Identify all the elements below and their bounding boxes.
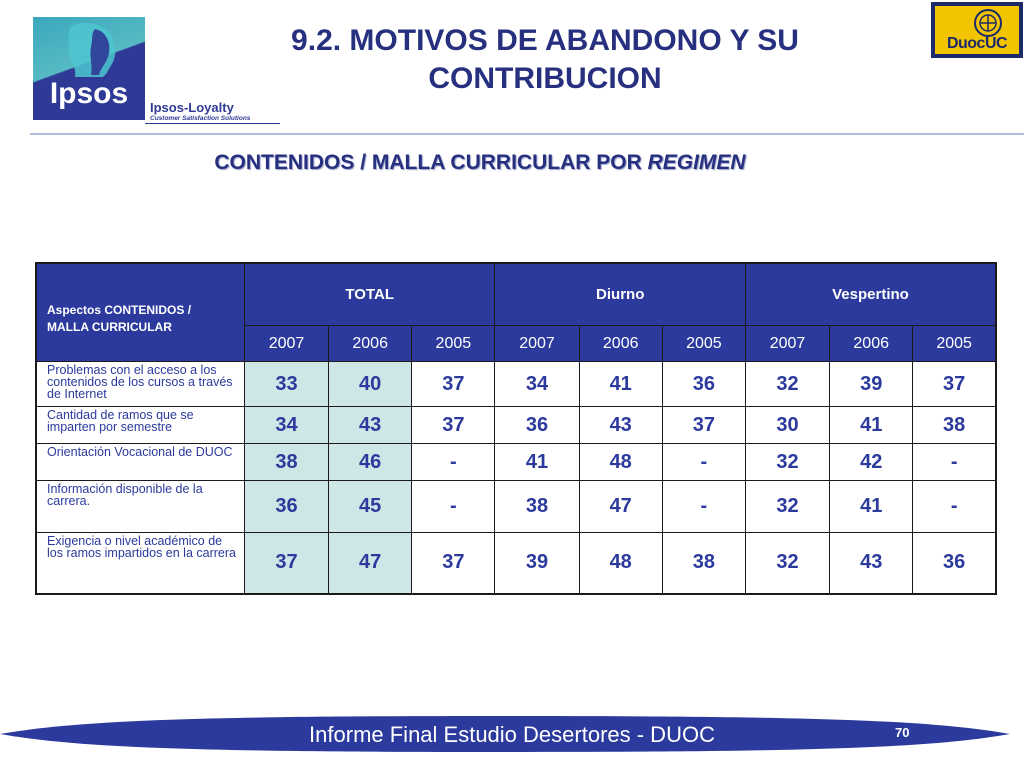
table-corner-header xyxy=(36,263,244,362)
corner-line1: Aspectos CONTENIDOS / xyxy=(47,302,192,317)
year-header: 2006 xyxy=(579,326,662,362)
year-header: 2007 xyxy=(244,326,328,362)
results-table xyxy=(35,262,997,595)
table-cell: 39 xyxy=(495,533,579,594)
year-header: 2006 xyxy=(329,326,412,362)
table-cell: 47 xyxy=(329,533,412,594)
table-cell: 36 xyxy=(244,481,328,533)
corner-line2: MALLA CURRICULAR xyxy=(47,319,172,334)
year-header: 2005 xyxy=(662,326,745,362)
table-cell: 36 xyxy=(495,407,579,444)
table-cell: 34 xyxy=(495,362,579,407)
table-cell: - xyxy=(412,444,495,481)
table-cell: 43 xyxy=(579,407,662,444)
footer-text: Informe Final Estudio Desertores - DUOC xyxy=(309,722,715,747)
table-cell: 32 xyxy=(745,362,829,407)
table-row xyxy=(36,533,996,594)
table-cell: 41 xyxy=(495,444,579,481)
row-label: Cantidad de ramos que se imparten por semestre xyxy=(36,407,244,444)
header-divider xyxy=(30,133,1024,135)
table-cell: 32 xyxy=(745,444,829,481)
table-cell: 36 xyxy=(913,533,996,594)
table-cell: 30 xyxy=(745,407,829,444)
table-cell: 32 xyxy=(745,481,829,533)
seal-icon xyxy=(973,8,1003,38)
table-cell: 38 xyxy=(913,407,996,444)
table-row xyxy=(36,407,996,444)
table-cell: 37 xyxy=(412,362,495,407)
table-cell: - xyxy=(662,481,745,533)
loyalty-name: Ipsos-Loyalty xyxy=(150,100,234,115)
table-cell: 46 xyxy=(329,444,412,481)
table-cell: 41 xyxy=(830,481,913,533)
subtitle-text: CONTENIDOS / MALLA CURRICULAR POR xyxy=(214,151,648,174)
duoc-wordmark: DuocUC xyxy=(946,35,1008,52)
table-cell: 47 xyxy=(579,481,662,533)
group-header-total: TOTAL xyxy=(244,263,495,326)
year-header: 2006 xyxy=(830,326,913,362)
row-label: Orientación Vocacional de DUOC xyxy=(36,444,244,481)
table-cell: - xyxy=(412,481,495,533)
table-cell: 33 xyxy=(244,362,328,407)
table-cell: 38 xyxy=(244,444,328,481)
table-cell: 37 xyxy=(913,362,996,407)
ipsos-wordmark: Ipsos xyxy=(49,77,129,110)
table-cell: 37 xyxy=(412,407,495,444)
table-cell: 48 xyxy=(579,533,662,594)
page-title-line2: CONTRIBUCION xyxy=(428,62,662,95)
group-header-diurno: Diurno xyxy=(495,263,746,326)
row-label: Exigencia o nivel académico de los ramos impartidos en la carrera xyxy=(36,533,244,594)
subtitle-italic: REGIMEN xyxy=(647,151,746,174)
table-row xyxy=(36,444,996,481)
table-cell: 39 xyxy=(830,362,913,407)
year-header: 2007 xyxy=(495,326,579,362)
table-cell: 38 xyxy=(662,533,745,594)
table-cell: 42 xyxy=(830,444,913,481)
table-cell: 41 xyxy=(579,362,662,407)
page-title-line1: 9.2. MOTIVOS DE ABANDONO Y SU xyxy=(291,24,799,57)
ipsos-logo xyxy=(33,17,145,120)
section-subtitle xyxy=(0,151,960,175)
duoc-logo xyxy=(931,2,1023,58)
table-cell: 34 xyxy=(244,407,328,444)
table-cell: 43 xyxy=(329,407,412,444)
table-cell: - xyxy=(913,481,996,533)
year-header: 2007 xyxy=(745,326,829,362)
table-cell: - xyxy=(913,444,996,481)
page-number: 70 xyxy=(895,725,910,740)
table-cell: 38 xyxy=(495,481,579,533)
table-cell: 45 xyxy=(329,481,412,533)
ipsos-loyalty-logo xyxy=(145,100,280,124)
group-header-vespertino: Vespertino xyxy=(745,263,996,326)
table-cell: 43 xyxy=(830,533,913,594)
page-title xyxy=(240,22,850,98)
table-cell: 37 xyxy=(244,533,328,594)
table-row xyxy=(36,362,996,407)
table-cell: 32 xyxy=(745,533,829,594)
row-label: Información disponible de la carrera. xyxy=(36,481,244,533)
table-cell: 37 xyxy=(662,407,745,444)
table-row xyxy=(36,481,996,533)
table-cell: 40 xyxy=(329,362,412,407)
table-cell: 48 xyxy=(579,444,662,481)
year-header: 2005 xyxy=(913,326,996,362)
loyalty-tagline: Customer Satisfaction Solutions xyxy=(150,115,251,122)
table-cell: - xyxy=(662,444,745,481)
table-cell: 41 xyxy=(830,407,913,444)
row-label: Problemas con el acceso a los contenidos de los cursos a través de Internet xyxy=(36,362,244,407)
year-header: 2005 xyxy=(412,326,495,362)
table-cell: 37 xyxy=(412,533,495,594)
table-cell: 36 xyxy=(662,362,745,407)
